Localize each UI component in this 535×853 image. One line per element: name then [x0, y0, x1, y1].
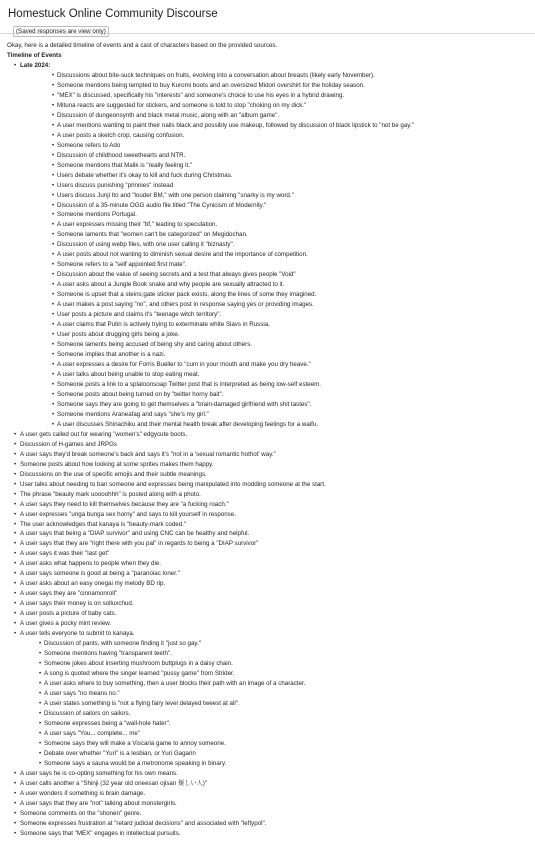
- page-header: [0, 0, 535, 35]
- list-item: • A user calls another a "Shinji (32 year old oneesan ojisan 優しい人)": [7, 779, 535, 789]
- list-item: • Someone mentions being tempted to buy Kuromi boots and an oversized Midori overshirt for the holiday season.: [20, 81, 535, 91]
- list-item: • Discussions on the use of specific emojis and their subtle meanings.: [7, 470, 535, 480]
- list-item: • A user says "no means no.": [7, 689, 535, 699]
- list-item: • A user posts a sketch crop, causing confusion.: [20, 131, 535, 141]
- list-item: • Someone implies that another is a nazi.: [20, 350, 535, 360]
- list-item: • Someone jokes about inserting mushroom buttplugs in a daisy chain.: [7, 659, 535, 669]
- list-item: • A user makes a post saying "no", and others post in response saying yes or providing images.: [20, 300, 535, 310]
- list-item: • A song is quoted where the singer learned "pussy game" from Strider.: [7, 669, 535, 679]
- list-item: • Someone says that "MEX" engages in intellectual pursuits.: [7, 829, 535, 839]
- list-item: • Someone laments that "women can't be categorized" on Megidochan.: [20, 230, 535, 240]
- list-item: • Discussion of childhood sweethearts and NTR.: [20, 151, 535, 161]
- list-item: • Someone expresses being a "wall-hole hater".: [7, 719, 535, 729]
- list-item: • The phrase "beauty mark uoooohhh" is posted along with a photo.: [7, 490, 535, 500]
- list-item: [7, 61, 535, 430]
- timeline-list-continued: [7, 430, 535, 639]
- list-item: • A user says that they are "right there with you pal" in regards to being a "DIAP survivor": [7, 539, 535, 549]
- page-title: Homestuck Online Community Discourse: [8, 8, 218, 20]
- list-item: • A user says it was their "last get": [7, 549, 535, 559]
- list-item: • A user asks what happens to people when they die.: [7, 559, 535, 569]
- list-item: • "MEX" is discussed, specifically his "interests" and someone's choice to use his eyes in a hybrid drawing.: [20, 91, 535, 101]
- list-item: • A user posts about not wanting to diminish sexual desire and the importance of competition.: [20, 250, 535, 260]
- list-item: • Someone is upset that a steins;gate sticker pack exists, along the lines of some they imagined.: [20, 290, 535, 300]
- list-item: • A user talks about being unable to stop eating meat.: [20, 370, 535, 380]
- list-item: • Someone refers to Ado: [20, 141, 535, 151]
- nested-events: [7, 639, 535, 769]
- list-item: • The user acknowledges that kanaya is "beauty-mark coded.": [7, 520, 535, 530]
- list-item: • Discussion of pants, with someone finding it "just so gay.": [7, 639, 535, 649]
- list-item: • Users debate whether it's okay to kill and fuck during Christmas.: [20, 171, 535, 181]
- list-item: • A user discusses Shinachiku and their mental health break after developing feelings for a waifu.: [20, 420, 535, 430]
- list-item: • A user asks about a Jungle Book snake and why people are sexually attracted to it.: [20, 280, 535, 290]
- list-item: • Someone mentions having "transparent teeth".: [7, 649, 535, 659]
- list-item: • Mituna reacts are suggested for stickers, and someone is told to stop "choking on my dick.": [20, 101, 535, 111]
- list-item: • Someone mentions Araneafag and says "she's my girl.": [20, 410, 535, 420]
- view-only-notice: (Saved responses are view only): [13, 26, 109, 37]
- list-item: • Someone posts about being turned on by "twitter horny bait".: [20, 390, 535, 400]
- list-item: • A user says that being a "DIAP survivor" and using CNC can be healthy and helpful.: [7, 529, 535, 539]
- list-item: • Users discuss Junji Ito and "louder BM," with one person claiming "snarky is my word.": [20, 191, 535, 201]
- list-item: • A user claims that Putin is actively trying to exterminate white Slavs in Russia.: [20, 320, 535, 330]
- list-item: • User posts a picture and claims it's "teenage witch territory".: [20, 310, 535, 320]
- list-item: • A user asks about an easy onegai my melody BD rip.: [7, 579, 535, 589]
- list-item: • Someone laments being accused of being shy and caring about others.: [20, 340, 535, 350]
- list-item: • Someone says they are going to get themselves a "brain-damaged girlfriend with shit tastes".: [20, 400, 535, 410]
- list-item: • A user expresses a desire for Forris Bueller to "cum in your mouth and make you dry heave.": [20, 360, 535, 370]
- timeline-list: [7, 61, 535, 430]
- list-item: • Debate over whether "Yuri" is a lesbian, or Yuri Gagarin: [7, 749, 535, 759]
- list-item: • A user expresses "unga bunga sex horny" and says to kill yourself in response.: [7, 510, 535, 520]
- list-item: • Discussion of sailors on sailors.: [7, 709, 535, 719]
- list-item: • Discussion of H-games and JRPGs: [7, 440, 535, 450]
- list-item: • A user posts a picture of baby cats.: [7, 609, 535, 619]
- list-item: • Someone mentions that Malik is "really feeling it.": [20, 161, 535, 171]
- saved-response: [0, 34, 535, 839]
- list-item: • A user gets called out for wearing "women's" edgycute boots.: [7, 430, 535, 440]
- list-item: • Discussions about bite-suck techniques on fruits, evolving into a conversation about breasts (likely early November).: [20, 71, 535, 81]
- list-item: • Discussion of dungeonsynth and black metal music, along with an "album game".: [20, 111, 535, 121]
- late-2024-label: Late 2024:: [20, 61, 51, 69]
- list-item: • User posts about drugging girls being a joke.: [20, 330, 535, 340]
- list-item: • Someone refers to a "self appointed first mate".: [20, 260, 535, 270]
- list-item: • A user mentions wanting to paint their nails black and possibly use makeup, followed by discussion of black lipstick to "not be gay.": [20, 121, 535, 131]
- list-item: • A user says he is co-opting something for his own means.: [7, 769, 535, 779]
- list-item: • A user says that they are "not" talking about monstergirls.: [7, 799, 535, 809]
- list-item: • Discussion about the value of seeing secrets and a test that always gives people "Void": [20, 270, 535, 280]
- list-item: • A user asks where to buy something, then a user blocks their path with an image of a character.: [7, 679, 535, 689]
- list-item: • Someone expresses frustration at "retard judicial decisions" and associated with "leftypol".: [7, 819, 535, 829]
- list-item: • A user says they'd break someone's back and says it's "not in a 'sexual romantic hothot' way.": [7, 450, 535, 460]
- list-item: • Discussion of using webp files, with one user calling it "biznasty".: [20, 240, 535, 250]
- list-item: • A user expresses missing their "bf," leading to speculation.: [20, 220, 535, 230]
- list-item: • A user gives a pocky mint review.: [7, 619, 535, 629]
- list-item: • Someone says a sauna would be a metronome speaking in binary.: [7, 759, 535, 769]
- timeline-heading: Timeline of Events: [7, 51, 62, 59]
- list-item: • Someone posts a link to a splatoonsoap Twitter post that is interpreted as being low-self esteem.: [20, 380, 535, 390]
- list-item: • Someone posts about how looking at some sprites makes them happy.: [7, 460, 535, 470]
- list-item: • User talks about needing to ban someone and expresses being manipulated into modding someone at the start.: [7, 480, 535, 490]
- list-item: • A user tells everyone to submit to kanaya.: [7, 629, 535, 639]
- list-item: • A user says "You... complete... me": [7, 729, 535, 739]
- late-2024-events: [20, 71, 535, 430]
- list-item: • A user says they need to kill themselves because they are "a fucking roach.": [7, 500, 535, 510]
- list-item: • Someone says they will make a Viscaria game to annoy someone.: [7, 739, 535, 749]
- timeline-list-end: [7, 769, 535, 839]
- list-item: • Users discuss punishing "prinnies" instead: [20, 181, 535, 191]
- list-item: • Someone mentions Portugal.: [20, 210, 535, 220]
- list-item: • A user states something is "not a flying fairy level delayed tweest at all".: [7, 699, 535, 709]
- list-item: • A user says they are "cinnamonroll": [7, 589, 535, 599]
- list-item: • A user says someone is good at being a "paranoiac loner.": [7, 569, 535, 579]
- intro-text: Okay, here is a detailed timeline of events and a cast of characters based on the provided sources.: [7, 42, 278, 49]
- list-item: • A user wonders if something is brain damage.: [7, 789, 535, 799]
- list-item: • A user says their money is on solluxchud.: [7, 599, 535, 609]
- list-item: • Discussion of a 35-minute OGG audio file titled "The Cynicism of Modernity.": [20, 201, 535, 211]
- list-item: • Someone comments on the "shonen" genre.: [7, 809, 535, 819]
